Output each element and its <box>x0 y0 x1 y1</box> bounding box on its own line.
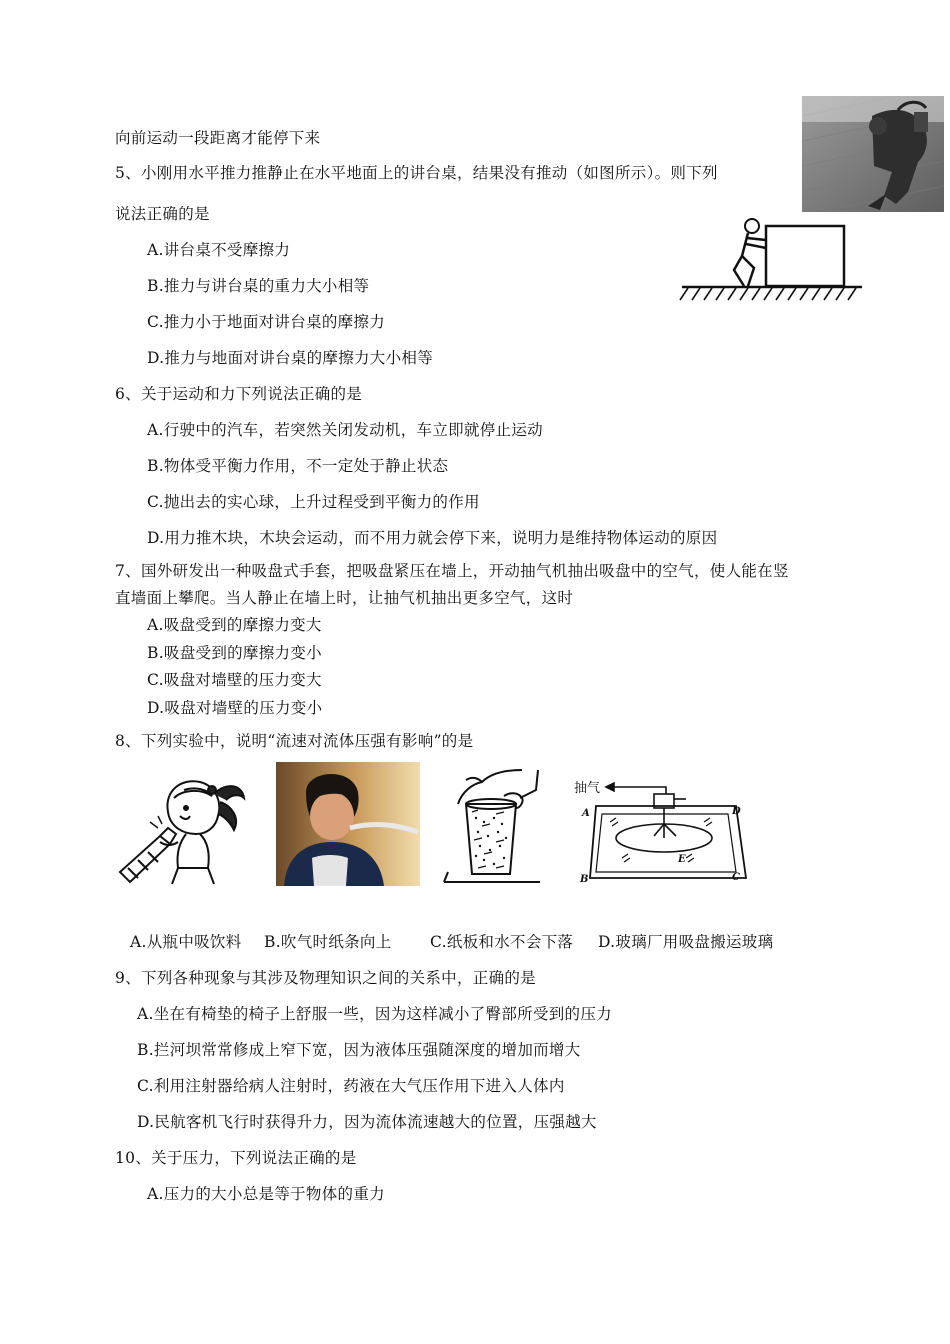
q8-option-c: C.纸板和水不会下落 <box>430 933 574 951</box>
q9-option-d: D.民航客机飞行时获得升力，因为流体流速越大的位置，压强越大 <box>137 1113 597 1131</box>
boy-blowing-paper-photo <box>276 762 420 886</box>
q5-option-b: B.推力与讲台桌的重力大小相等 <box>147 277 370 295</box>
corner-label-a: A <box>582 808 590 819</box>
q9-option-b: B.拦河坝常常修成上窄下宽，因为液体压强随深度的增加而增大 <box>137 1041 581 1059</box>
q8-stem: 8、下列实验中，说明“流速对流体压强有影响”的是 <box>115 732 474 750</box>
q8-option-d: D.玻璃厂用吸盘搬运玻璃 <box>598 933 774 951</box>
center-label-e: E <box>678 854 686 865</box>
girl-drinking-bottle-figure <box>116 772 250 886</box>
q6-option-a: A.行驶中的汽车，若突然关闭发动机，车立即就停止运动 <box>147 421 543 439</box>
q7-option-c: C.吸盘对墙壁的压力变大 <box>147 671 322 689</box>
corner-label-c: C <box>732 872 740 883</box>
intro-line: 向前运动一段距离才能停下来 <box>115 129 321 147</box>
corner-label-b: B <box>580 874 589 885</box>
wall-climber-photo <box>802 96 944 212</box>
inverted-glass-cardboard-figure <box>438 762 546 886</box>
q5-option-a: A.讲台桌不受摩擦力 <box>147 241 291 259</box>
q5-stem-line2: 说法正确的是 <box>115 205 210 223</box>
q7-stem-line2: 直墙面上攀爬。当人静止在墙上时，让抽气机抽出更多空气，这时 <box>115 589 574 607</box>
q7-option-d: D.吸盘对墙壁的压力变小 <box>147 699 323 717</box>
q8-option-a: A.从瓶中吸饮料 <box>130 933 242 951</box>
q5-option-d: D.推力与地面对讲台桌的摩擦力大小相等 <box>147 349 434 367</box>
q9-option-c: C.利用注射器给病人注射时，药液在大气压作用下进入人体内 <box>137 1077 565 1095</box>
corner-label-d: D <box>732 806 741 817</box>
q7-stem-line1: 7、国外研发出一种吸盘式手套，把吸盘紧压在墙上，开动抽气机抽出吸盘中的空气，使人能在竖 <box>115 562 789 580</box>
pushing-desk-figure <box>676 210 866 306</box>
q7-option-b: B.吸盘受到的摩擦力变小 <box>147 644 322 662</box>
q6-option-b: B.物体受平衡力作用，不一定处于静止状态 <box>147 457 449 475</box>
glass-suction-apparatus-figure <box>566 770 758 888</box>
q6-option-c: C.抛出去的实心球，上升过程受到平衡力的作用 <box>147 493 480 511</box>
q6-stem: 6、关于运动和力下列说法正确的是 <box>115 385 363 403</box>
q7-option-a: A.吸盘受到的摩擦力变大 <box>147 616 322 634</box>
q10-stem: 10、关于压力，下列说法正确的是 <box>115 1149 357 1167</box>
q5-option-c: C.推力小于地面对讲台桌的摩擦力 <box>147 313 386 331</box>
pump-label: 抽气 <box>574 781 601 796</box>
q9-option-a: A.坐在有椅垫的椅子上舒服一些，因为这样减小了臀部所受到的压力 <box>137 1005 612 1023</box>
q8-option-b: B.吹气时纸条向上 <box>264 933 392 951</box>
q9-stem: 9、下列各种现象与其涉及物理知识之间的关系中，正确的是 <box>115 969 536 987</box>
q6-option-d: D.用力推木块，木块会运动，而不用力就会停下来，说明力是维持物体运动的原因 <box>147 529 718 547</box>
q10-option-a: A.压力的大小总是等于物体的重力 <box>147 1185 385 1203</box>
q5-stem-line1: 5、小刚用水平推力推静止在水平地面上的讲台桌，结果没有推动（如图所示）。则下列 <box>115 164 718 182</box>
